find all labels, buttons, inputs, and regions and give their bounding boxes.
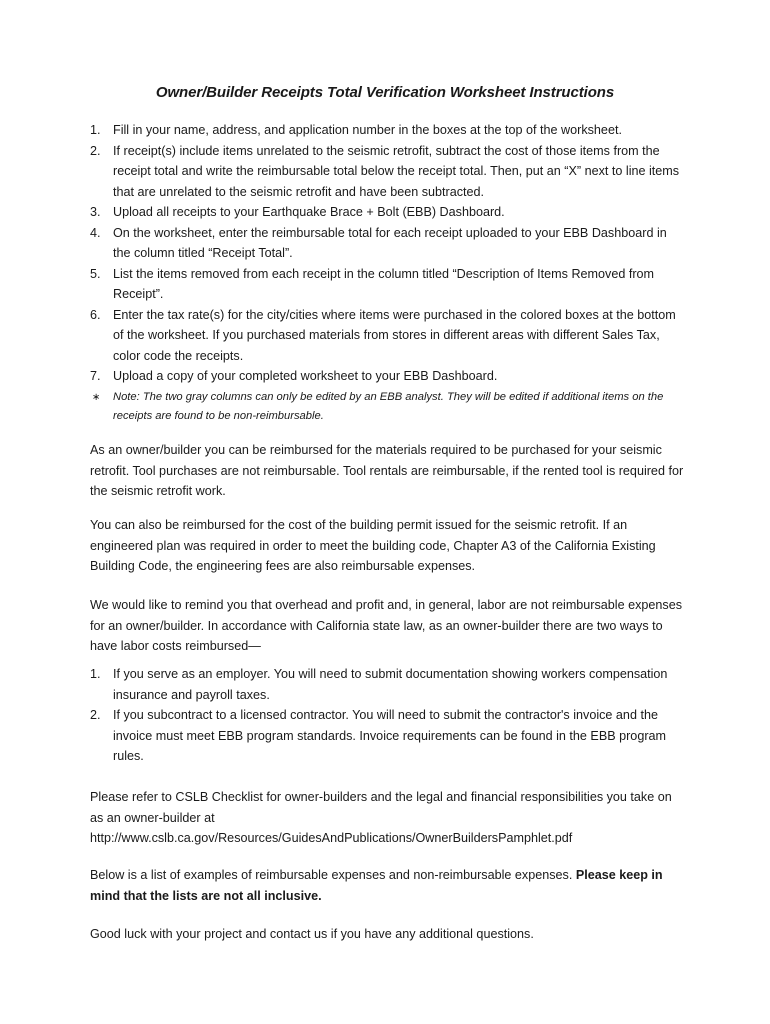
labor-option-item — [90, 705, 685, 767]
expense-list-intro-paragraph — [90, 865, 685, 906]
labor-reminder-paragraph: We would like to remind you that overhead and profit and, in general, labor are not reimbursable expenses for an owner/builder. In accordance with California state law, as an owner-builder there are two ways to have labor costs reimbursed— — [90, 598, 683, 653]
cslb-reference-paragraph: Please refer to CSLB Checklist for owner-builders and the legal and financial responsibilities you take on as an owner-builder at http://www.cslb.ca.gov/Resources/GuidesAndPublications/OwnerBuildersPamphlet.pdf — [90, 790, 672, 845]
step-item — [90, 366, 685, 387]
step-item — [90, 202, 685, 223]
step-number: 5. — [90, 266, 101, 281]
labor-option-text: If you serve as an employer. You will need to submit documentation showing workers compensation insurance and payroll taxes. — [113, 667, 668, 702]
step-number: 2. — [90, 143, 101, 158]
step-number: 6. — [90, 307, 101, 322]
labor-options-list — [90, 664, 685, 767]
expense-list-intro-text: Below is a list of examples of reimbursable expenses and non-reimbursable expenses. — [90, 868, 576, 882]
step-text: Upload all receipts to your Earthquake Brace + Bolt (EBB) Dashboard. — [113, 205, 505, 219]
permit-reimbursement-paragraph: You can also be reimbursed for the cost of the building permit issued for the seismic retrofit. If an engineered plan was required in order to meet the building code, Chapter A3 of the California Existing Building Code, the engineering fees are also reimbursable expenses. — [90, 518, 656, 573]
step-number: 7. — [90, 369, 101, 383]
step-item — [90, 264, 685, 305]
step-number: 4. — [90, 225, 101, 240]
step-item — [90, 305, 685, 367]
labor-option-item — [90, 664, 685, 705]
step-text: Fill in your name, address, and application number in the boxes at the top of the worksheet. — [113, 123, 622, 137]
note-bullet: ∗ — [92, 391, 101, 403]
labor-option-text: If you subcontract to a licensed contractor. You will need to submit the contractor's invoice and the invoice must meet EBB program standards. Invoice requirements can be found in the EBB program rules. — [113, 708, 667, 763]
step-item — [90, 223, 685, 264]
step-number: 3. — [90, 205, 101, 219]
labor-option-number: 2. — [90, 708, 101, 722]
closing-paragraph: Good luck with your project and contact us if you have any additional questions. — [90, 927, 534, 941]
not-inclusive-warning: Please keep in mind that the lists are not all inclusive. — [90, 868, 663, 903]
page-title: Owner/Builder Receipts Total Verification Worksheet Instructions — [155, 84, 615, 101]
materials-reimbursement-paragraph: As an owner/builder you can be reimbursed for the materials required to be purchased for your seismic retrofit. Tool purchases are not reimbursable. Tool rentals are reimbursable, if the rented tool is required for the seismic retrofit work. — [90, 443, 684, 498]
note-text: Note: The two gray columns can only be edited by an EBB analyst. They will be edited if additional items on the receipts are found to be non-reimbursable. — [113, 390, 664, 422]
instruction-steps-list — [90, 120, 685, 426]
step-text: If receipt(s) include items unrelated to the seismic retrofit, subtract the cost of those items from the receipt total and write the reimbursable total below the receipt total. Then, put an “X” next to line items that are unrelated to the seismic retrofit and have been subtracted. — [113, 143, 680, 199]
gray-columns-note — [90, 388, 685, 426]
step-number: 1. — [90, 123, 101, 137]
labor-option-number: 1. — [90, 667, 101, 681]
step-text: List the items removed from each receipt in the column titled “Description of Items Removed from Receipt”. — [113, 266, 655, 301]
step-text: Upload a copy of your completed worksheet to your EBB Dashboard. — [113, 369, 498, 383]
step-text: On the worksheet, enter the reimbursable total for each receipt uploaded to your EBB Dashboard in the column titled “Receipt Total”. — [113, 225, 667, 260]
step-text: Enter the tax rate(s) for the city/cities where items were purchased in the colored boxes at the bottom of the worksheet. If you purchased materials from stores in different areas with different Sales Tax, color code the receipts. — [113, 307, 676, 363]
step-item — [90, 141, 685, 203]
step-item — [90, 120, 685, 141]
